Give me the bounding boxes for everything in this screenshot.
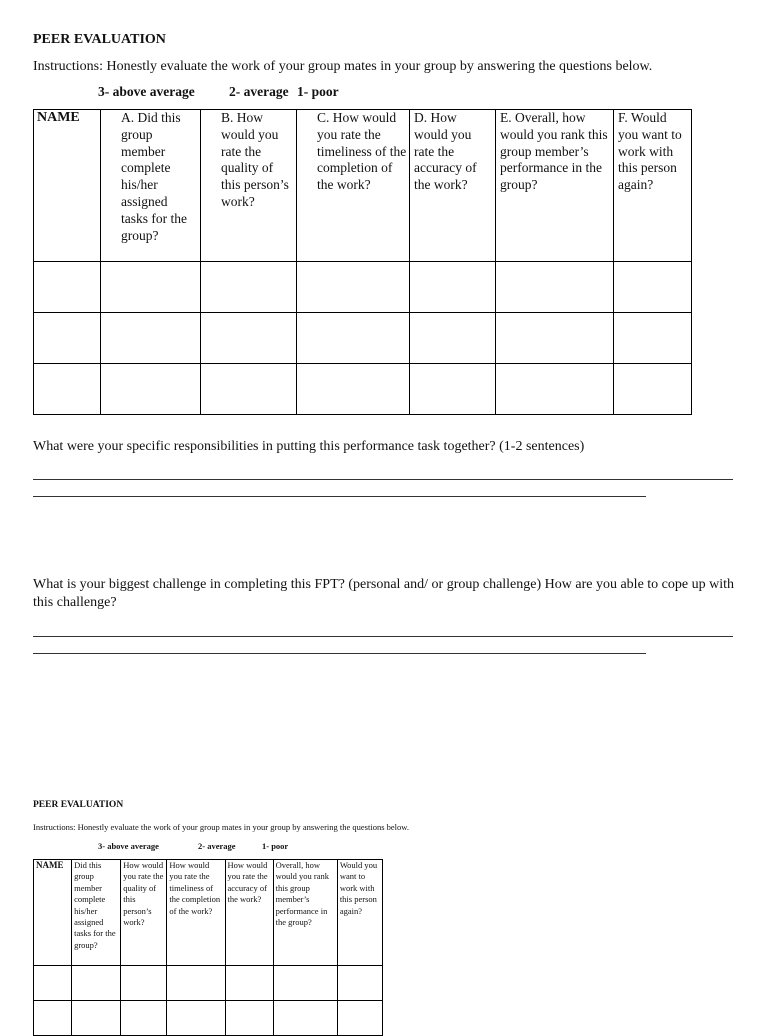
rating-cell[interactable] xyxy=(337,1001,382,1036)
header-c-timeliness: C. How would you rate the timeliness of the completion of the work? xyxy=(297,110,410,262)
table-row xyxy=(34,262,692,313)
header-name: NAME xyxy=(34,110,101,262)
small-table-row xyxy=(34,1001,383,1036)
small-scale-poor: 1- poor xyxy=(262,841,289,851)
rating-cell[interactable] xyxy=(101,313,201,364)
rating-cell[interactable] xyxy=(273,1001,337,1036)
rating-cell[interactable] xyxy=(297,364,410,415)
rating-cell[interactable] xyxy=(167,966,225,1001)
rating-cell[interactable] xyxy=(614,262,692,313)
small-table-header-row xyxy=(34,860,383,966)
small-header-f: Would you want to work with this person again? xyxy=(337,860,382,966)
rating-cell[interactable] xyxy=(201,313,297,364)
peer-evaluation-table xyxy=(33,109,692,415)
name-cell[interactable] xyxy=(34,364,101,415)
rating-cell[interactable] xyxy=(225,966,273,1001)
rating-cell[interactable] xyxy=(410,262,496,313)
rating-cell[interactable] xyxy=(273,966,337,1001)
small-peer-evaluation-table xyxy=(33,859,383,1036)
rating-cell[interactable] xyxy=(201,364,297,415)
small-header-e: Overall, how would you rank this group member’s performance in the group? xyxy=(273,860,337,966)
rating-cell[interactable] xyxy=(410,313,496,364)
header-a-completed-tasks: A. Did this group member complete his/her assigned tasks for the group? xyxy=(101,110,201,262)
question-challenge: What is your biggest challenge in completing this FPT? (personal and/ or group challenge) How are you able to cope up with this challenge? xyxy=(33,577,734,610)
rating-cell[interactable] xyxy=(101,364,201,415)
header-f-work-again: F. Would you want to work with this person again? xyxy=(614,110,692,262)
rating-cell[interactable] xyxy=(614,364,692,415)
small-header-b: How would you rate the quality of this person’s work? xyxy=(121,860,167,966)
small-scale-average: 2- average xyxy=(198,841,236,851)
rating-cell[interactable] xyxy=(201,262,297,313)
small-table-row xyxy=(34,966,383,1001)
name-cell[interactable] xyxy=(34,1001,72,1036)
rating-cell[interactable] xyxy=(496,262,614,313)
form-title: PEER EVALUATION xyxy=(33,32,166,47)
question-responsibilities: What were your specific responsibilities in putting this performance task together? (1-2 sentences) xyxy=(33,439,585,454)
scale-poor: 1- poor xyxy=(297,84,339,99)
name-cell[interactable] xyxy=(34,262,101,313)
header-e-overall: E. Overall, how would you rank this group member’s performance in the group? xyxy=(496,110,614,262)
small-form-instructions: Instructions: Honestly evaluate the work of your group mates in your group by answering the questions below. xyxy=(33,822,409,832)
answer-line[interactable] xyxy=(33,636,733,637)
answer-line[interactable] xyxy=(33,496,646,497)
rating-cell[interactable] xyxy=(297,262,410,313)
small-form-title: PEER EVALUATION xyxy=(33,800,124,810)
table-header-row xyxy=(34,110,692,262)
scale-above-average: 3- above average xyxy=(98,84,195,99)
rating-cell[interactable] xyxy=(496,313,614,364)
rating-cell[interactable] xyxy=(337,966,382,1001)
answer-line[interactable] xyxy=(33,479,733,480)
table-row xyxy=(34,364,692,415)
rating-cell[interactable] xyxy=(101,262,201,313)
header-d-accuracy: D. How would you rate the accuracy of the work? xyxy=(410,110,496,262)
scale-average: 2- average xyxy=(229,84,289,99)
form-instructions: Instructions: Honestly evaluate the work of your group mates in your group by answering the questions below. xyxy=(33,59,653,74)
small-header-c: How would you rate the timeliness of the completion of the work? xyxy=(167,860,225,966)
small-header-a: Did this group member complete his/her assigned tasks for the group? xyxy=(72,860,121,966)
rating-cell[interactable] xyxy=(496,364,614,415)
rating-cell[interactable] xyxy=(72,966,121,1001)
small-header-name: NAME xyxy=(34,860,72,966)
rating-cell[interactable] xyxy=(121,966,167,1001)
name-cell[interactable] xyxy=(34,966,72,1001)
rating-cell[interactable] xyxy=(167,1001,225,1036)
rating-cell[interactable] xyxy=(297,313,410,364)
small-header-d: How would you rate the accuracy of the work? xyxy=(225,860,273,966)
name-cell[interactable] xyxy=(34,313,101,364)
rating-cell[interactable] xyxy=(121,1001,167,1036)
small-scale-above-average: 3- above average xyxy=(98,841,159,851)
answer-line[interactable] xyxy=(33,653,646,654)
rating-cell[interactable] xyxy=(410,364,496,415)
rating-cell[interactable] xyxy=(225,1001,273,1036)
header-b-quality: B. How would you rate the quality of this person’s work? xyxy=(201,110,297,262)
rating-cell[interactable] xyxy=(72,1001,121,1036)
rating-cell[interactable] xyxy=(614,313,692,364)
table-row xyxy=(34,313,692,364)
